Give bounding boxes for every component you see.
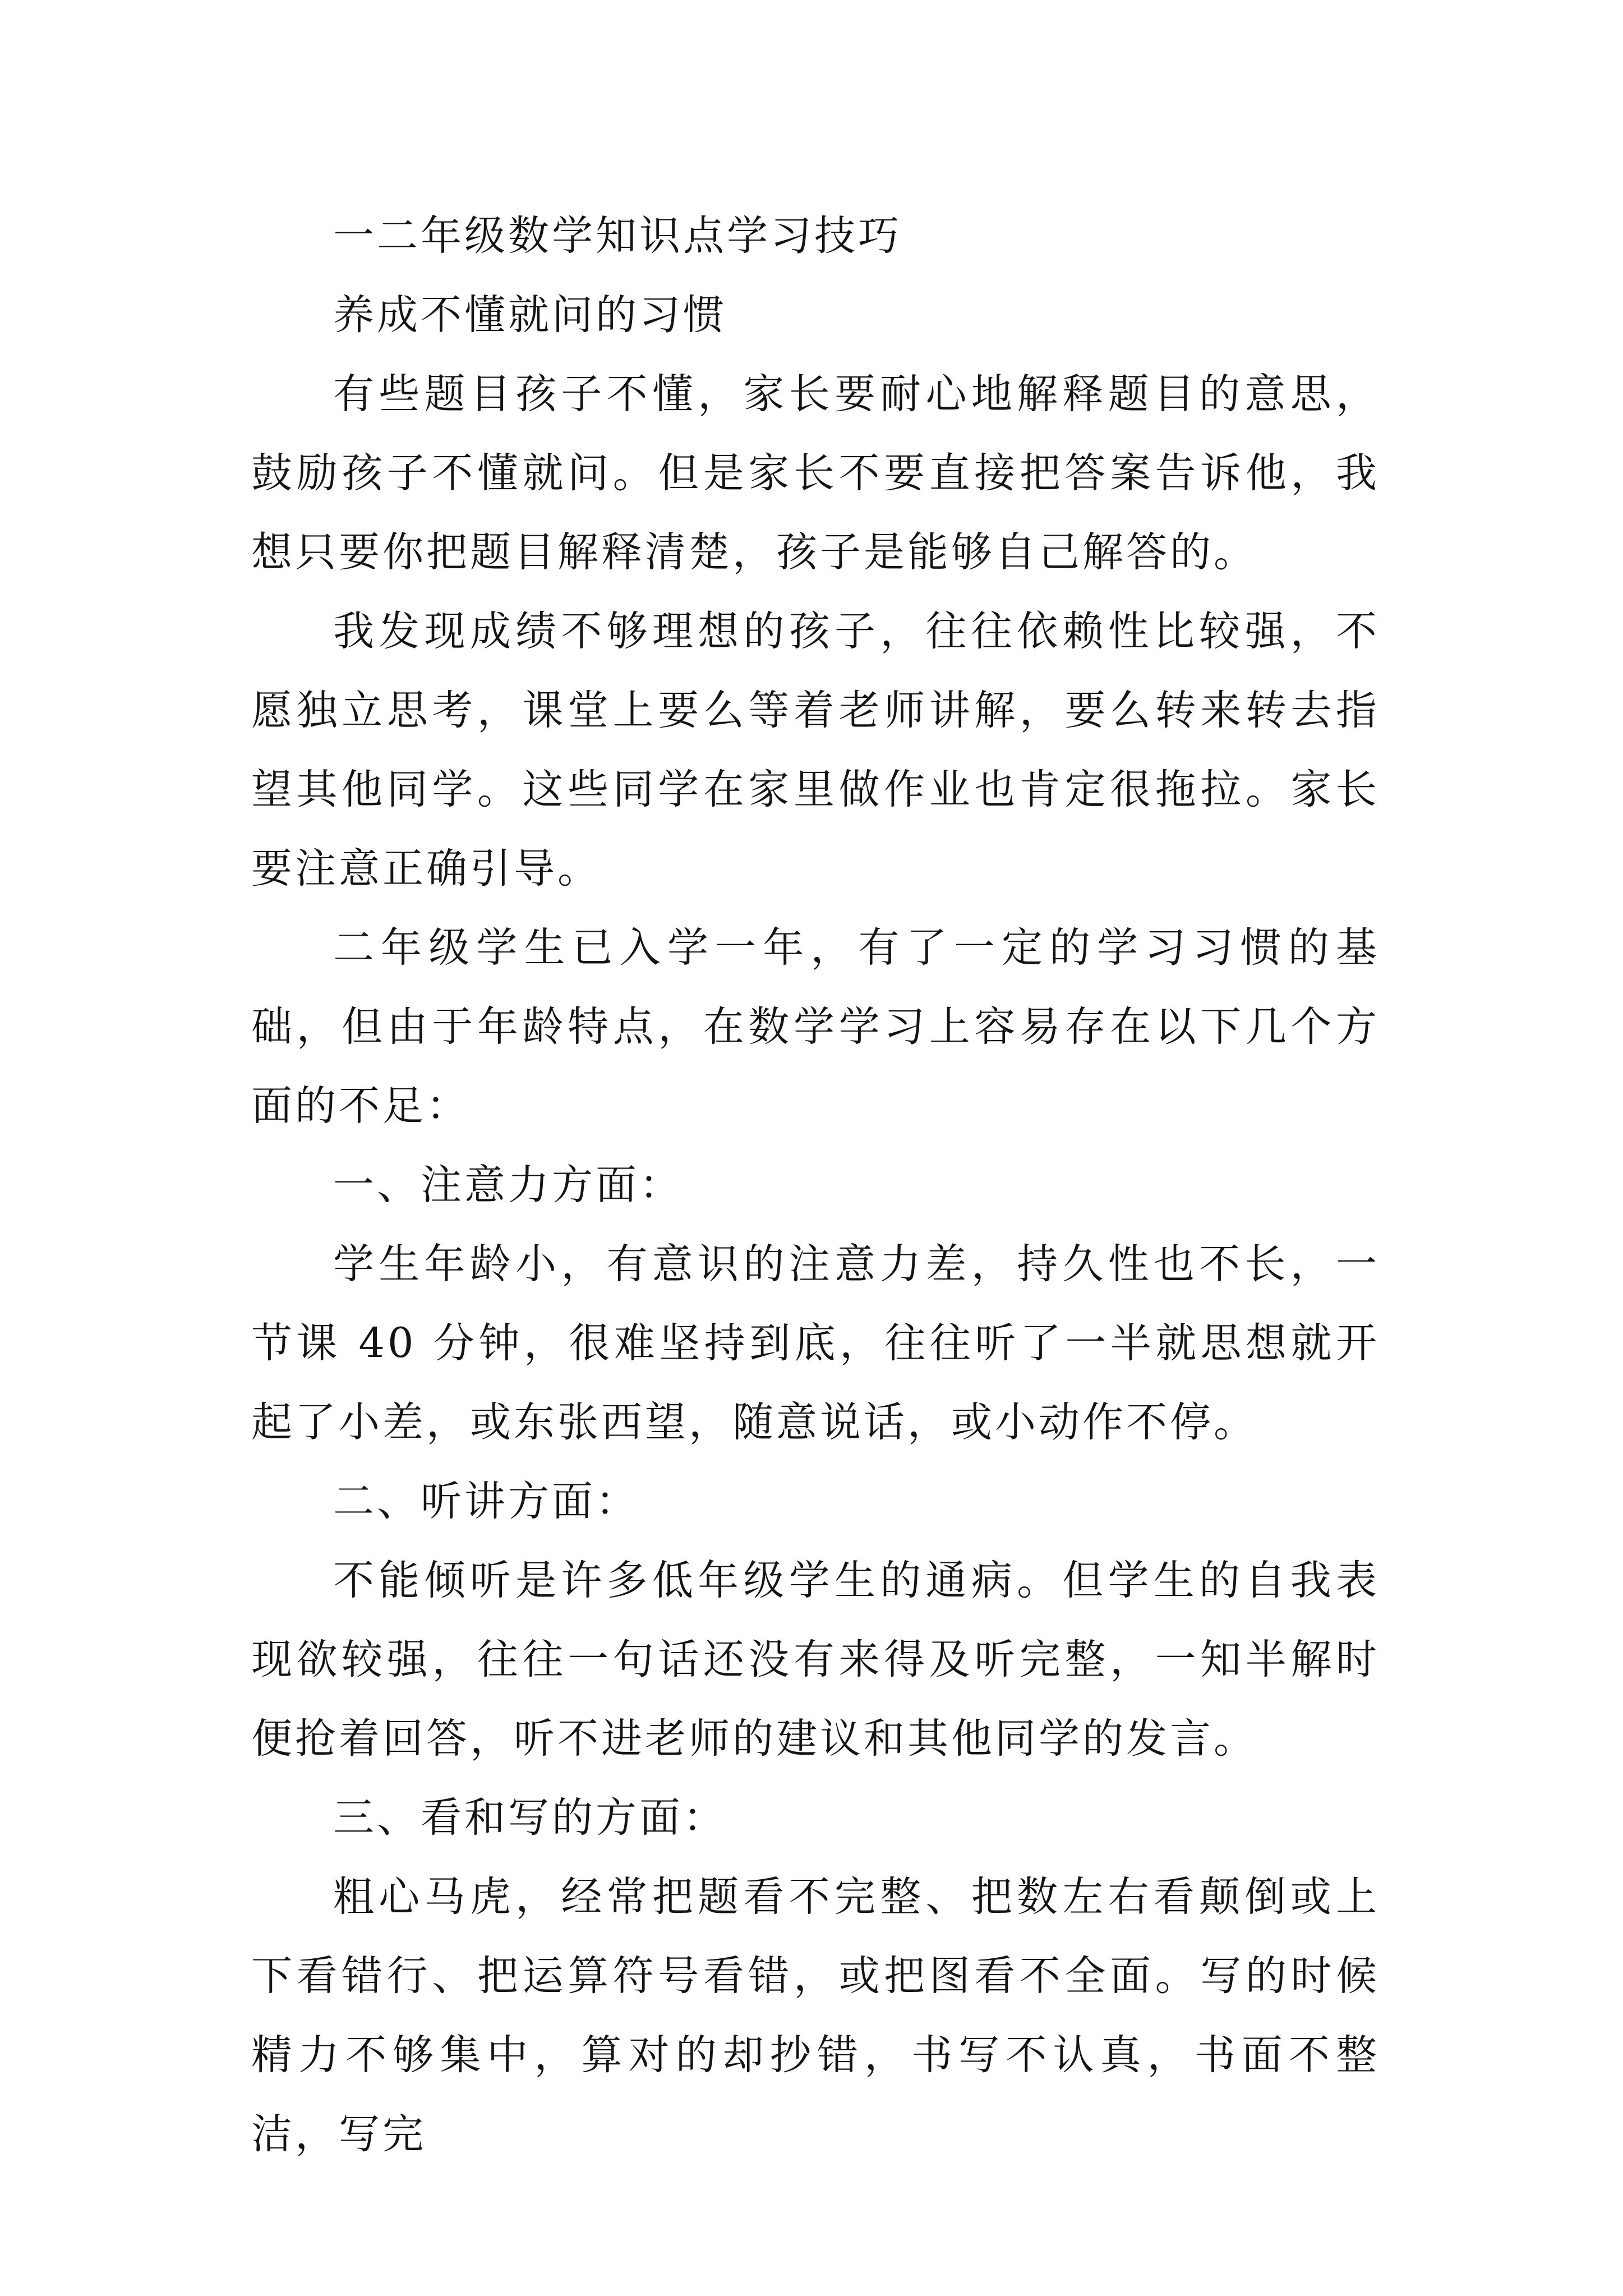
paragraph: 我发现成绩不够理想的孩子，往往依赖性比较强，不愿独立思考，课堂上要么等着老师讲解，要么转来转去指望其他同学。这些同学在家里做作业也肯定很拖拉。家长要注意正确引导。 <box>251 608 1380 892</box>
paragraph: 二年级学生已入学一年，有了一定的学习习惯的基础，但由于年龄特点，在数学学习上容易存在以下几个方面的不足： <box>251 924 1380 1130</box>
section-heading-attention: 一、注意力方面： <box>333 1161 683 1209</box>
paragraph: 学生年龄小，有意识的注意力差，持久性也不长，一节课 40 分钟，很难坚持到底，往往听了一半就思想就开起了小差，或东张西望，随意说话，或小动作不停。 <box>251 1240 1380 1446</box>
paragraph: 有些题目孩子不懂，家长要耐心地解释题目的意思，鼓励孩子不懂就问。但是家长不要直接把答案告诉他，我想只要你把题目解释清楚，孩子是能够自己解答的。 <box>251 370 1380 576</box>
section-heading-ask-questions: 养成不懂就问的习惯 <box>333 291 727 339</box>
paragraph: 粗心马虎，经常把题看不完整、把数左右看颠倒或上下看错行、把运算符号看错，或把图看不全面。写的时候精力不够集中，算对的却抄错，书写不认真，书面不整洁，写完 <box>251 1873 1380 2158</box>
paragraph: 不能倾听是许多低年级学生的通病。但学生的自我表现欲较强，往往一句话还没有来得及听完整，一知半解时便抢着回答，听不进老师的建议和其他同学的发言。 <box>251 1557 1380 1763</box>
document-title: 一二年级数学知识点学习技巧 <box>333 212 902 260</box>
section-heading-reading-writing: 三、看和写的方面： <box>333 1794 727 1842</box>
document-body <box>251 196 1380 2174</box>
section-heading-listening: 二、听讲方面： <box>333 1478 639 1525</box>
